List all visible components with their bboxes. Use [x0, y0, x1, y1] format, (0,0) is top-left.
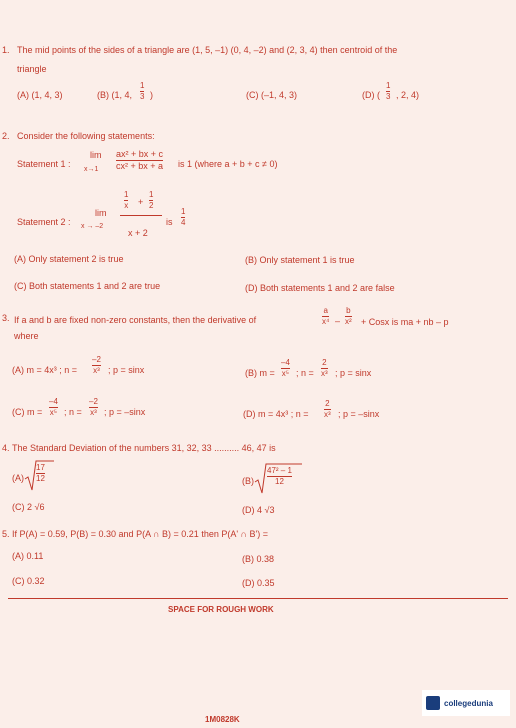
q3-stem-pre: If a and b are fixed non-zero constants, then the derivative of [14, 315, 257, 325]
statement-2-value: 1 4 [181, 207, 186, 227]
q5-stem: If P(A) = 0.59, P(B) = 0.30 and P(A ∩ B) = 0.21 then P(A' ∩ B') = [12, 529, 268, 539]
q3-where: where [14, 331, 39, 341]
q4-option-c: (C) 2 √6 [12, 502, 45, 512]
statement-2-label: Statement 2 : [17, 217, 71, 227]
statement-2-den: x + 2 [128, 228, 148, 238]
q3-option-c-n: –2 x³ [89, 397, 98, 417]
q2-stem: Consider the following statements: [17, 131, 155, 141]
q3-number: 3. [2, 313, 10, 323]
statement-1-lim: lim [90, 150, 102, 160]
q1-option-d: (D) ( [362, 90, 380, 100]
q5-number: 5. [2, 529, 10, 539]
graduation-cap-icon [426, 696, 440, 710]
statement-1-tail: is 1 (where a + b + c ≠ 0) [178, 159, 278, 169]
brand-logo [422, 690, 510, 716]
q2-option-b: (B) Only statement 1 is true [245, 255, 355, 265]
q3-option-c-m: –4 x⁵ [49, 397, 58, 417]
q3-stem-post: + Cosx is ma + nb – p [361, 317, 449, 327]
statement-2-lim: lim [95, 208, 107, 218]
q4-number: 4. [2, 443, 10, 453]
q3-option-c-mid: ; n = [64, 407, 82, 417]
q1-option-a: (A) (1, 4, 3) [17, 90, 63, 100]
divider-line [8, 598, 508, 599]
q1-option-b: (B) (1, 4, [97, 90, 133, 100]
statement-2-main-bar [120, 215, 162, 216]
q3-option-a: (A) m = 4x³ ; n = [12, 365, 78, 375]
q1-stem-line2: triangle [17, 64, 47, 74]
q4-stem: The Standard Deviation of the numbers 31, 32, 33 .......... 46, 47 is [12, 443, 276, 453]
q1-option-b-fraction: 1 3 [140, 81, 145, 101]
q5-option-d: (D) 0.35 [242, 578, 275, 588]
q2-option-a: (A) Only statement 2 is true [14, 254, 124, 264]
statement-1-fraction: ax² + bx + c cx² + bx + a [116, 149, 164, 171]
q3-frac-b: b x² [345, 306, 352, 326]
q3-option-c-p: ; p = –sinx [104, 407, 146, 417]
q1-option-b-close: ) [150, 90, 153, 100]
q3-option-d-p: ; p = –sinx [338, 409, 380, 419]
q4-option-a-fraction: 17 12 [36, 463, 45, 483]
q1-stem-line1: The mid points of the sides of a triangle are (1, 5, –1) (0, 4, –2) and (2, 3, 4) then centroid of the [17, 45, 398, 55]
q3-option-a-n: –2 x³ [92, 355, 101, 375]
q3-option-d-n: 2 x³ [324, 399, 331, 419]
q5-option-b: (B) 0.38 [242, 554, 275, 564]
q3-frac-a: a x⁴ [322, 306, 330, 326]
statement-2-inner-frac-a: 1 x [124, 190, 129, 210]
q3-option-b: (B) m = [245, 368, 275, 378]
q3-option-c: (C) m = [12, 407, 43, 417]
q1-option-d-fraction: 1 3 [386, 81, 391, 101]
q1-option-c: (C) (–1, 4, 3) [246, 90, 298, 100]
q1-number: 1. [2, 45, 10, 55]
q5-option-a: (A) 0.11 [12, 551, 44, 561]
q2-option-c: (C) Both statements 1 and 2 are true [14, 281, 161, 291]
q3-option-a-p: ; p = sinx [108, 365, 145, 375]
q3-option-b-p: ; p = sinx [335, 368, 372, 378]
q4-option-b-label: (B) [242, 476, 254, 486]
statement-2-lim-sub: x → –2 [81, 223, 104, 230]
brand-name: collegedunia [444, 698, 493, 708]
paper-code: 1M0828K [205, 715, 240, 724]
q3-option-d: (D) m = 4x³ ; n = [243, 409, 309, 419]
q2-number: 2. [2, 131, 10, 141]
q4-option-d: (D) 4 √3 [242, 505, 275, 515]
statement-2-is: is [166, 217, 173, 227]
rough-work-label: SPACE FOR ROUGH WORK [168, 605, 274, 614]
q4-option-a-label: (A) [12, 473, 24, 483]
statement-2-plus: + [138, 197, 144, 207]
statement-1-lim-sub: x→1 [84, 166, 99, 173]
q3-minus: – [335, 316, 341, 326]
q4-option-b-fraction: 47² – 1 12 [267, 466, 292, 486]
q5-option-c: (C) 0.32 [12, 576, 45, 586]
q3-option-b-m: –4 x⁵ [281, 358, 290, 378]
q3-option-b-n: 2 x³ [321, 358, 328, 378]
q2-option-d: (D) Both statements 1 and 2 are false [245, 283, 395, 293]
statement-2-inner-frac-b: 1 2 [149, 190, 154, 210]
q3-option-b-mid: ; n = [296, 368, 314, 378]
q1-option-d-rest: , 2, 4) [396, 90, 420, 100]
statement-1-label: Statement 1 : [17, 159, 71, 169]
